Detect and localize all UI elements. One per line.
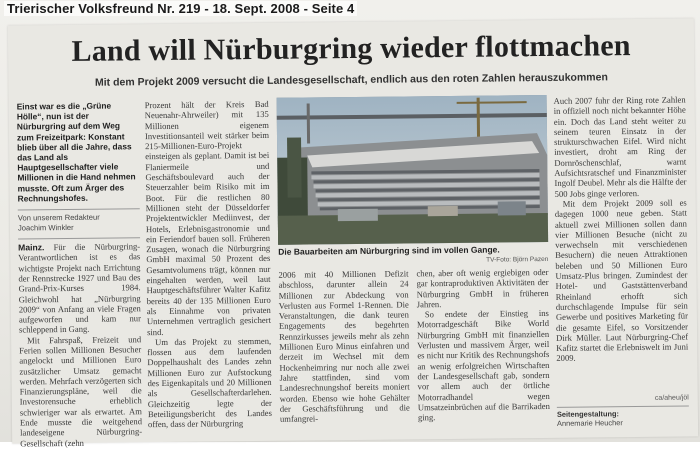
column-1-paragraph xyxy=(18,241,141,335)
column-2-paragraph-2: Um das Projekt zu stemmen, flossen aus dem laufenden Doppelhaushalt des Landes zehn Millionen Euro zur Aufstockung des Eigenkapitals und 20 Millionen als Gesellschafterdarlehen. Gleichzeitig legte der Beteiligungsbericht des Landes offen, dass der Nürburgring xyxy=(147,335,272,430)
photo-caption: Die Bauarbeiten am Nürburgring sind im vollen Gange. xyxy=(278,244,500,257)
byline-divider-bottom xyxy=(18,237,140,239)
stadium-construction-image xyxy=(277,95,549,245)
construction-photo xyxy=(277,95,549,245)
column-5-text: Auch 2007 fuhr der Ring rote Zahlen in offiziell noch nicht bekannter Höhe ein. Doch das Land steht weiter zu seinem teuren Einsatz in der strukturschwachen Eifel. Wird nicht investiert, droht am Ring der Dornröschenschlaf, warnt Aufsichtsratschef und Finanzminister Ingolf Deubel. Mehr als die Hälfte der 500 Jobs ginge verloren. xyxy=(553,94,687,199)
article-lead: Einst war es die „Grüne Hölle“, nun ist der Nürburgring auf dem Weg zum Freizeitpark: Konstant blieb über all die Jahre, dass das Land als Hauptgesellschafter viele Millionen in die Hand nehmen musste. Oft zum Ärger des Rechnungshofes. xyxy=(16,100,136,204)
source-caption: Trierischer Volksfreund Nr. 219 - 18. Sept. 2008 - Seite 4 xyxy=(4,1,357,16)
article-column-5 xyxy=(554,95,689,392)
editor-divider xyxy=(557,405,689,407)
column-4-paragraph-2: So endete der Einstieg ins Motorradgeschäft Bike World Nürburgring GmbH mit finanziellen Verlusten und massivem Ärger, weil es nicht nur Kritik des Rechnungshofs an wenig erfolgreichen Wirtschaften der Landesgesellschaft gab, sondern vor allem auch der örtliche Motorradhandel wegen Umsatzeinbrüchen auf die Barrikaden ging. xyxy=(416,308,550,423)
article-column-1 xyxy=(16,100,143,449)
byline-author: Joachim Winkler xyxy=(17,222,74,233)
layout-editor-name: Annemarie Heucher xyxy=(556,418,623,428)
column-1-paragraph-2: Mit Fahrspaß, Freizeit und Ferien sollen Millionen Besucher angelockt und Millionen Euro zusätzlicher Umsatz gemacht werden. Mehrfach verzögerten sich Finanzierungspläne, weil die Investorensuche erheblich schwieriger war als erwartet. Am Ende musste die weitgehend landeseigene Nürburgring-Gesellschaft (zehn xyxy=(19,333,143,449)
column-5-paragraph-2: Mit dem Projekt 2009 soll es dagegen 1000 neue geben. Statt aktuell zwei Millionen sollen dann vier Millionen Besuche (nicht zu verwechseln mit verschiedenen Besuchern) die neuen Attraktionen beleben und 50 Millionen Euro Umsatz-Plus bringen. Zumindest der Hotel- und Gaststättenverband Rheinland erhofft sich durchschlagende Impulse für sein Gewerbe und positives Marketing für die gesamte Eifel, so Vorsitzender Dirk Müller. Laut Nürburgring-Chef Kafitz startet die Erlebniswelt im Juni 2009. xyxy=(554,197,689,364)
author-initials: ca/aheu/jöl xyxy=(654,394,689,402)
dateline: Mainz. xyxy=(18,242,45,253)
byline-prefix: Von unserem Redakteur xyxy=(17,212,100,223)
column-5-footer xyxy=(557,394,689,427)
newspaper-clipping xyxy=(8,18,698,449)
article-subheadline: Mit dem Projekt 2009 versucht die Landesgesellschaft, endlich aus den roten Zahlen herauszukommen xyxy=(94,71,608,89)
layout-editor-label: Seitengestaltung: xyxy=(556,409,619,419)
column-3-text: 2006 mit 40 Millionen Defizit abschloss, darunter allein 24 Millionen zur Abdeckung von Verlusten aus Formel 1-Rennen. Die Veranstaltungen, die dank teuren Engagements des begehrten Rennzirkusses jeweils mehr als zehn Millionen Euro Minus einfahren und derzeit im Wechsel mit dem Hockenheimring nur noch alle zwei Jahre stattfinden, sind vom Landesrechnungshof bereits moniert worden. Ebenso wie hohe Gehälter der Geschäftsführung und die umfangrei- xyxy=(278,268,410,424)
article-column-4 xyxy=(416,267,550,436)
article-column-2 xyxy=(145,99,273,438)
column-2-text: Prozent hält der Kreis Bad Neuenahr-Ahrweiler) mit 135 Millionen eigenem Investitionsanteil weit stärker beim 215-Millionen-Euro-Projekt einsteigen als geplant. Damit ist bei Flaniermeile und Geschäftsboulevard auch der Steuerzahler beim Risiko mit im Boot. Für die restlichen 80 Millionen steht der Düsseldorfer Projektentwickler Mediinvest, der Hotels, Erlebnisgastronomie und ein Feriendorf bauen soll. Früheren Zusagen, wonach die Nürburgring GmbH maximal 50 Prozent des Gesamtvolumens trägt, können nur eingehalten werden, weil laut Hauptgeschäftsführer Walter Kafitz bereits 40 der 135 Millionen Euro als Einnahme von privaten Unternehmen vertraglich gesichert sind. xyxy=(144,98,271,337)
article-column-3 xyxy=(278,268,410,437)
photo-credit: TV-Foto: Björn Pazen xyxy=(486,255,549,264)
byline-divider xyxy=(18,208,140,210)
column-1-text: Für die Nürburgring-Verantwortlichen ist es das wichtigste Projekt nach Errichtung der Rennstrecke 1927 und Bau des Grand-Prix-Kurses 1984. Gleichwohl hat „Nürburgring 2009“ von Anfang an viele Fragen aufgeworfen und kam nur schleppend in Gang. xyxy=(18,241,141,335)
column-4-text: chen, aber oft wenig ergiebigen oder gar kontraproduktiven Aktivitäten der Nürburgring GmbH in früheren Jahren. xyxy=(416,266,549,310)
article-headline: Land will Nürburgring wieder flottmachen xyxy=(71,29,631,68)
